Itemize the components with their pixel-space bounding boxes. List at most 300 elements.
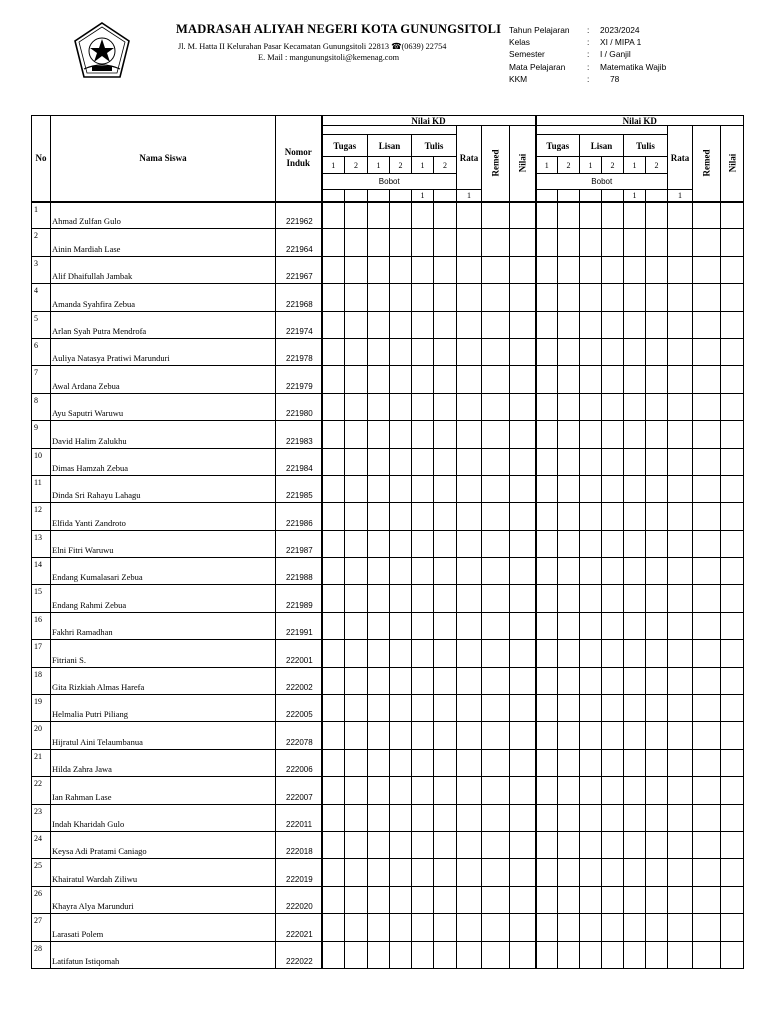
grade-cell[interactable] (580, 585, 602, 612)
grade-cell[interactable] (368, 695, 390, 722)
grade-cell[interactable] (510, 421, 536, 448)
grade-cell[interactable] (390, 777, 412, 804)
grade-cell[interactable] (322, 612, 345, 639)
grade-cell[interactable] (390, 448, 412, 475)
grade-cell[interactable] (457, 612, 482, 639)
grade-cell[interactable] (434, 256, 457, 283)
grade-cell[interactable] (721, 667, 744, 694)
grade-cell[interactable] (668, 585, 693, 612)
grade-cell[interactable] (368, 229, 390, 256)
grade-cell[interactable] (536, 914, 558, 941)
grade-cell[interactable] (412, 695, 434, 722)
grade-cell[interactable] (624, 859, 646, 886)
grade-cell[interactable] (412, 886, 434, 913)
grade-cell[interactable] (693, 612, 721, 639)
grade-cell[interactable] (721, 530, 744, 557)
grade-cell[interactable] (580, 640, 602, 667)
grade-cell[interactable] (602, 421, 624, 448)
grade-cell[interactable] (390, 256, 412, 283)
grade-cell[interactable] (721, 831, 744, 858)
grade-cell[interactable] (368, 831, 390, 858)
grade-cell[interactable] (602, 585, 624, 612)
grade-cell[interactable] (434, 804, 457, 831)
grade-cell[interactable] (322, 202, 345, 229)
grade-cell[interactable] (510, 859, 536, 886)
grade-cell[interactable] (457, 284, 482, 311)
grade-cell[interactable] (412, 530, 434, 557)
grade-cell[interactable] (646, 311, 668, 338)
grade-cell[interactable] (368, 722, 390, 749)
grade-cell[interactable] (482, 612, 510, 639)
grade-cell[interactable] (580, 722, 602, 749)
grade-cell[interactable] (693, 256, 721, 283)
grade-cell[interactable] (322, 585, 345, 612)
grade-cell[interactable] (390, 503, 412, 530)
grade-cell[interactable] (434, 749, 457, 776)
grade-cell[interactable] (482, 229, 510, 256)
grade-cell[interactable] (345, 558, 368, 585)
grade-cell[interactable] (624, 393, 646, 420)
grade-cell[interactable] (345, 503, 368, 530)
grade-cell[interactable] (536, 695, 558, 722)
grade-cell[interactable] (693, 503, 721, 530)
grade-cell[interactable] (693, 311, 721, 338)
grade-cell[interactable] (457, 503, 482, 530)
grade-cell[interactable] (721, 941, 744, 968)
grade-cell[interactable] (721, 421, 744, 448)
grade-cell[interactable] (624, 612, 646, 639)
grade-cell[interactable] (536, 202, 558, 229)
grade-cell[interactable] (510, 640, 536, 667)
grade-cell[interactable] (624, 503, 646, 530)
grade-cell[interactable] (602, 667, 624, 694)
grade-cell[interactable] (558, 366, 580, 393)
grade-cell[interactable] (510, 558, 536, 585)
grade-cell[interactable] (536, 612, 558, 639)
grade-cell[interactable] (322, 859, 345, 886)
grade-cell[interactable] (536, 284, 558, 311)
grade-cell[interactable] (602, 886, 624, 913)
grade-cell[interactable] (322, 475, 345, 502)
grade-cell[interactable] (602, 777, 624, 804)
grade-cell[interactable] (646, 886, 668, 913)
grade-cell[interactable] (624, 366, 646, 393)
grade-cell[interactable] (668, 202, 693, 229)
grade-cell[interactable] (322, 695, 345, 722)
grade-cell[interactable] (390, 366, 412, 393)
grade-cell[interactable] (322, 256, 345, 283)
grade-cell[interactable] (345, 640, 368, 667)
grade-cell[interactable] (558, 503, 580, 530)
grade-cell[interactable] (412, 804, 434, 831)
grade-cell[interactable] (368, 530, 390, 557)
grade-cell[interactable] (668, 749, 693, 776)
grade-cell[interactable] (580, 229, 602, 256)
grade-cell[interactable] (434, 914, 457, 941)
grade-cell[interactable] (345, 804, 368, 831)
grade-cell[interactable] (457, 530, 482, 557)
grade-cell[interactable] (624, 448, 646, 475)
grade-cell[interactable] (434, 558, 457, 585)
grade-cell[interactable] (558, 749, 580, 776)
grade-cell[interactable] (510, 695, 536, 722)
grade-cell[interactable] (482, 202, 510, 229)
grade-cell[interactable] (510, 722, 536, 749)
grade-cell[interactable] (624, 914, 646, 941)
grade-cell[interactable] (602, 229, 624, 256)
grade-cell[interactable] (558, 914, 580, 941)
grade-cell[interactable] (693, 695, 721, 722)
grade-cell[interactable] (536, 503, 558, 530)
grade-cell[interactable] (510, 366, 536, 393)
grade-cell[interactable] (602, 475, 624, 502)
grade-cell[interactable] (482, 284, 510, 311)
grade-cell[interactable] (412, 256, 434, 283)
grade-cell[interactable] (624, 284, 646, 311)
grade-cell[interactable] (390, 229, 412, 256)
grade-cell[interactable] (390, 202, 412, 229)
grade-cell[interactable] (624, 558, 646, 585)
grade-cell[interactable] (721, 722, 744, 749)
grade-cell[interactable] (693, 284, 721, 311)
grade-cell[interactable] (580, 311, 602, 338)
grade-cell[interactable] (457, 256, 482, 283)
grade-cell[interactable] (434, 311, 457, 338)
grade-cell[interactable] (345, 749, 368, 776)
grade-cell[interactable] (580, 831, 602, 858)
grade-cell[interactable] (646, 749, 668, 776)
grade-cell[interactable] (558, 530, 580, 557)
grade-cell[interactable] (693, 338, 721, 365)
grade-cell[interactable] (536, 722, 558, 749)
grade-cell[interactable] (368, 393, 390, 420)
grade-cell[interactable] (536, 475, 558, 502)
grade-cell[interactable] (457, 941, 482, 968)
grade-cell[interactable] (693, 585, 721, 612)
grade-cell[interactable] (646, 558, 668, 585)
grade-cell[interactable] (693, 558, 721, 585)
grade-cell[interactable] (434, 202, 457, 229)
grade-cell[interactable] (345, 777, 368, 804)
grade-cell[interactable] (558, 475, 580, 502)
grade-cell[interactable] (646, 585, 668, 612)
grade-cell[interactable] (668, 530, 693, 557)
grade-cell[interactable] (345, 256, 368, 283)
grade-cell[interactable] (510, 448, 536, 475)
grade-cell[interactable] (345, 585, 368, 612)
grade-cell[interactable] (536, 558, 558, 585)
grade-cell[interactable] (412, 311, 434, 338)
grade-cell[interactable] (558, 859, 580, 886)
grade-cell[interactable] (721, 612, 744, 639)
grade-cell[interactable] (322, 831, 345, 858)
grade-cell[interactable] (345, 448, 368, 475)
grade-cell[interactable] (412, 941, 434, 968)
grade-cell[interactable] (368, 202, 390, 229)
grade-cell[interactable] (602, 202, 624, 229)
grade-cell[interactable] (721, 558, 744, 585)
grade-cell[interactable] (368, 448, 390, 475)
grade-cell[interactable] (602, 338, 624, 365)
grade-cell[interactable] (668, 311, 693, 338)
grade-cell[interactable] (345, 202, 368, 229)
grade-cell[interactable] (536, 804, 558, 831)
grade-cell[interactable] (345, 722, 368, 749)
grade-cell[interactable] (390, 585, 412, 612)
grade-cell[interactable] (322, 640, 345, 667)
grade-cell[interactable] (668, 777, 693, 804)
grade-cell[interactable] (390, 612, 412, 639)
grade-cell[interactable] (457, 585, 482, 612)
grade-cell[interactable] (693, 749, 721, 776)
grade-cell[interactable] (457, 558, 482, 585)
grade-cell[interactable] (668, 722, 693, 749)
grade-cell[interactable] (412, 503, 434, 530)
grade-cell[interactable] (457, 448, 482, 475)
grade-cell[interactable] (646, 859, 668, 886)
grade-cell[interactable] (721, 886, 744, 913)
grade-cell[interactable] (602, 612, 624, 639)
grade-cell[interactable] (390, 722, 412, 749)
grade-cell[interactable] (646, 338, 668, 365)
grade-cell[interactable] (646, 421, 668, 448)
grade-cell[interactable] (345, 366, 368, 393)
grade-cell[interactable] (558, 421, 580, 448)
grade-cell[interactable] (345, 667, 368, 694)
grade-cell[interactable] (368, 338, 390, 365)
grade-cell[interactable] (510, 256, 536, 283)
grade-cell[interactable] (624, 831, 646, 858)
grade-cell[interactable] (693, 777, 721, 804)
grade-cell[interactable] (580, 503, 602, 530)
grade-cell[interactable] (345, 393, 368, 420)
grade-cell[interactable] (668, 859, 693, 886)
grade-cell[interactable] (558, 311, 580, 338)
grade-cell[interactable] (624, 695, 646, 722)
grade-cell[interactable] (510, 612, 536, 639)
grade-cell[interactable] (510, 831, 536, 858)
grade-cell[interactable] (457, 640, 482, 667)
grade-cell[interactable] (510, 338, 536, 365)
grade-cell[interactable] (668, 256, 693, 283)
grade-cell[interactable] (668, 393, 693, 420)
grade-cell[interactable] (558, 667, 580, 694)
grade-cell[interactable] (457, 338, 482, 365)
grade-cell[interactable] (510, 941, 536, 968)
grade-cell[interactable] (646, 503, 668, 530)
grade-cell[interactable] (322, 886, 345, 913)
grade-cell[interactable] (482, 421, 510, 448)
grade-cell[interactable] (558, 777, 580, 804)
grade-cell[interactable] (345, 859, 368, 886)
grade-cell[interactable] (558, 393, 580, 420)
grade-cell[interactable] (536, 256, 558, 283)
grade-cell[interactable] (668, 695, 693, 722)
grade-cell[interactable] (322, 530, 345, 557)
grade-cell[interactable] (412, 640, 434, 667)
grade-cell[interactable] (322, 393, 345, 420)
grade-cell[interactable] (646, 804, 668, 831)
grade-cell[interactable] (390, 558, 412, 585)
grade-cell[interactable] (580, 612, 602, 639)
grade-cell[interactable] (457, 804, 482, 831)
grade-cell[interactable] (602, 393, 624, 420)
grade-cell[interactable] (602, 914, 624, 941)
grade-cell[interactable] (668, 804, 693, 831)
grade-cell[interactable] (536, 311, 558, 338)
grade-cell[interactable] (412, 831, 434, 858)
grade-cell[interactable] (693, 831, 721, 858)
grade-cell[interactable] (721, 256, 744, 283)
grade-cell[interactable] (412, 558, 434, 585)
grade-cell[interactable] (457, 695, 482, 722)
grade-cell[interactable] (693, 366, 721, 393)
grade-cell[interactable] (602, 941, 624, 968)
grade-cell[interactable] (412, 585, 434, 612)
grade-cell[interactable] (345, 311, 368, 338)
grade-cell[interactable] (390, 338, 412, 365)
grade-cell[interactable] (721, 475, 744, 502)
grade-cell[interactable] (510, 804, 536, 831)
grade-cell[interactable] (390, 640, 412, 667)
grade-cell[interactable] (580, 777, 602, 804)
grade-cell[interactable] (646, 393, 668, 420)
grade-cell[interactable] (390, 311, 412, 338)
grade-cell[interactable] (434, 859, 457, 886)
grade-cell[interactable] (510, 886, 536, 913)
grade-cell[interactable] (580, 448, 602, 475)
grade-cell[interactable] (412, 202, 434, 229)
grade-cell[interactable] (368, 311, 390, 338)
grade-cell[interactable] (412, 749, 434, 776)
grade-cell[interactable] (322, 722, 345, 749)
grade-cell[interactable] (322, 284, 345, 311)
grade-cell[interactable] (558, 256, 580, 283)
grade-cell[interactable] (434, 503, 457, 530)
grade-cell[interactable] (482, 859, 510, 886)
grade-cell[interactable] (345, 612, 368, 639)
grade-cell[interactable] (482, 914, 510, 941)
grade-cell[interactable] (322, 503, 345, 530)
grade-cell[interactable] (624, 256, 646, 283)
grade-cell[interactable] (345, 695, 368, 722)
grade-cell[interactable] (624, 722, 646, 749)
grade-cell[interactable] (390, 831, 412, 858)
grade-cell[interactable] (668, 284, 693, 311)
grade-cell[interactable] (345, 475, 368, 502)
grade-cell[interactable] (668, 941, 693, 968)
grade-cell[interactable] (721, 914, 744, 941)
grade-cell[interactable] (434, 667, 457, 694)
grade-cell[interactable] (580, 475, 602, 502)
grade-cell[interactable] (624, 749, 646, 776)
grade-cell[interactable] (434, 640, 457, 667)
grade-cell[interactable] (580, 421, 602, 448)
grade-cell[interactable] (390, 914, 412, 941)
grade-cell[interactable] (580, 558, 602, 585)
grade-cell[interactable] (693, 421, 721, 448)
grade-cell[interactable] (345, 229, 368, 256)
grade-cell[interactable] (646, 202, 668, 229)
grade-cell[interactable] (322, 914, 345, 941)
grade-cell[interactable] (558, 338, 580, 365)
grade-cell[interactable] (434, 229, 457, 256)
grade-cell[interactable] (721, 503, 744, 530)
grade-cell[interactable] (624, 941, 646, 968)
grade-cell[interactable] (536, 366, 558, 393)
grade-cell[interactable] (457, 777, 482, 804)
grade-cell[interactable] (368, 667, 390, 694)
grade-cell[interactable] (558, 284, 580, 311)
grade-cell[interactable] (668, 640, 693, 667)
grade-cell[interactable] (580, 914, 602, 941)
grade-cell[interactable] (390, 421, 412, 448)
grade-cell[interactable] (624, 585, 646, 612)
grade-cell[interactable] (668, 667, 693, 694)
grade-cell[interactable] (646, 366, 668, 393)
grade-cell[interactable] (602, 256, 624, 283)
grade-cell[interactable] (646, 695, 668, 722)
grade-cell[interactable] (482, 311, 510, 338)
grade-cell[interactable] (558, 640, 580, 667)
grade-cell[interactable] (482, 640, 510, 667)
grade-cell[interactable] (412, 914, 434, 941)
grade-cell[interactable] (510, 585, 536, 612)
grade-cell[interactable] (368, 585, 390, 612)
grade-cell[interactable] (602, 284, 624, 311)
grade-cell[interactable] (721, 338, 744, 365)
grade-cell[interactable] (558, 558, 580, 585)
grade-cell[interactable] (482, 831, 510, 858)
grade-cell[interactable] (624, 338, 646, 365)
grade-cell[interactable] (602, 448, 624, 475)
grade-cell[interactable] (693, 804, 721, 831)
grade-cell[interactable] (345, 831, 368, 858)
grade-cell[interactable] (368, 640, 390, 667)
grade-cell[interactable] (412, 777, 434, 804)
grade-cell[interactable] (390, 859, 412, 886)
grade-cell[interactable] (536, 229, 558, 256)
grade-cell[interactable] (580, 695, 602, 722)
grade-cell[interactable] (345, 941, 368, 968)
grade-cell[interactable] (536, 530, 558, 557)
grade-cell[interactable] (457, 831, 482, 858)
grade-cell[interactable] (602, 530, 624, 557)
grade-cell[interactable] (322, 749, 345, 776)
grade-cell[interactable] (602, 859, 624, 886)
grade-cell[interactable] (693, 640, 721, 667)
grade-cell[interactable] (482, 941, 510, 968)
grade-cell[interactable] (322, 804, 345, 831)
grade-cell[interactable] (482, 475, 510, 502)
grade-cell[interactable] (536, 393, 558, 420)
grade-cell[interactable] (580, 859, 602, 886)
grade-cell[interactable] (434, 585, 457, 612)
grade-cell[interactable] (721, 859, 744, 886)
grade-cell[interactable] (412, 667, 434, 694)
grade-cell[interactable] (602, 749, 624, 776)
grade-cell[interactable] (457, 886, 482, 913)
grade-cell[interactable] (693, 530, 721, 557)
grade-cell[interactable] (368, 503, 390, 530)
grade-cell[interactable] (412, 229, 434, 256)
grade-cell[interactable] (646, 475, 668, 502)
grade-cell[interactable] (668, 612, 693, 639)
grade-cell[interactable] (580, 393, 602, 420)
grade-cell[interactable] (693, 914, 721, 941)
grade-cell[interactable] (510, 229, 536, 256)
grade-cell[interactable] (390, 749, 412, 776)
